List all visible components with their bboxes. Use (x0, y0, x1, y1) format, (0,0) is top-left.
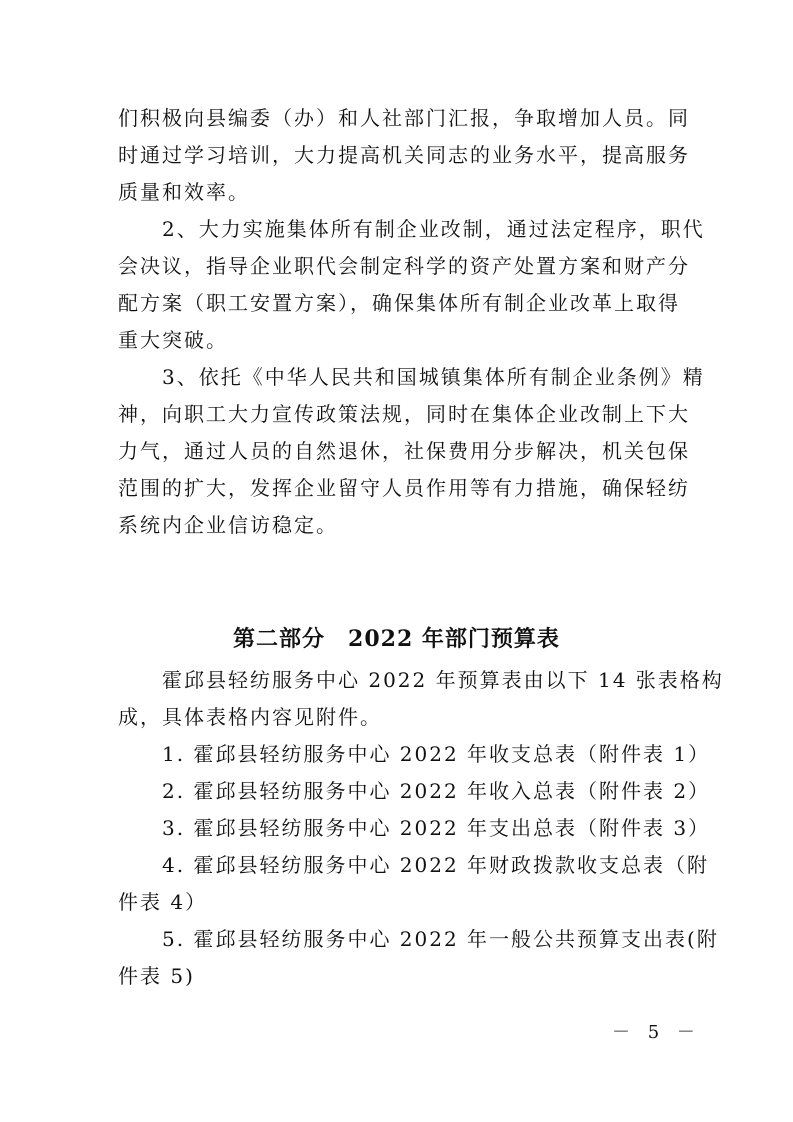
text-line: 力气，通过人员的自然退休，社保费用分步解决，机关包保 (118, 439, 690, 463)
list-item-continuation: 件表 4） (118, 890, 208, 914)
list-item-continuation: 件表 5) (118, 964, 195, 988)
text-line: 范围的扩大，发挥企业留守人员作用等有力措施，确保轻纺 (118, 476, 690, 500)
text-line: 神，向职工大力宣传政策法规，同时在集体企业改制上下大 (118, 402, 690, 426)
text-line: 配方案（职工安置方案），确保集体所有制企业改革上取得 (118, 291, 680, 315)
text-line: 重大突破。 (118, 328, 228, 352)
text-line: 们积极向县编委（办）和人社部门汇报，争取增加人员。同 (118, 106, 690, 130)
text-line: 霍邱县轻纺服务中心 2022 年预算表由以下 14 张表格构 (118, 668, 724, 692)
text-line: 成，具体表格内容见附件。 (118, 705, 382, 729)
list-item: 1. 霍邱县轻纺服务中心 2022 年收支总表（附件表 1） (118, 742, 711, 766)
text-line: 时通过学习培训，大力提高机关同志的业务水平，提高服务 (118, 143, 690, 167)
text-line: 质量和效率。 (118, 180, 250, 204)
section-title: 第二部分 2022 年部门预算表 (233, 626, 560, 652)
text-line: 系统内企业信访稳定。 (118, 513, 338, 537)
list-item: 5. 霍邱县轻纺服务中心 2022 年一般公共预算支出表(附 (118, 927, 719, 951)
list-item: 2. 霍邱县轻纺服务中心 2022 年收入总表（附件表 2） (118, 779, 711, 803)
list-item: 4. 霍邱县轻纺服务中心 2022 年财政拨款收支总表（附 (118, 853, 710, 877)
list-item: 3. 霍邱县轻纺服务中心 2022 年支出总表（附件表 3） (118, 816, 711, 840)
page-number: － 5 － (612, 1022, 701, 1043)
text-line: 会决议，指导企业职代会制定科学的资产处置方案和财产分 (118, 254, 690, 278)
text-line: 2、大力实施集体所有制企业改制，通过法定程序，职代 (118, 217, 705, 241)
text-line: 3、依托《中华人民共和国城镇集体所有制企业条例》精 (118, 365, 705, 389)
